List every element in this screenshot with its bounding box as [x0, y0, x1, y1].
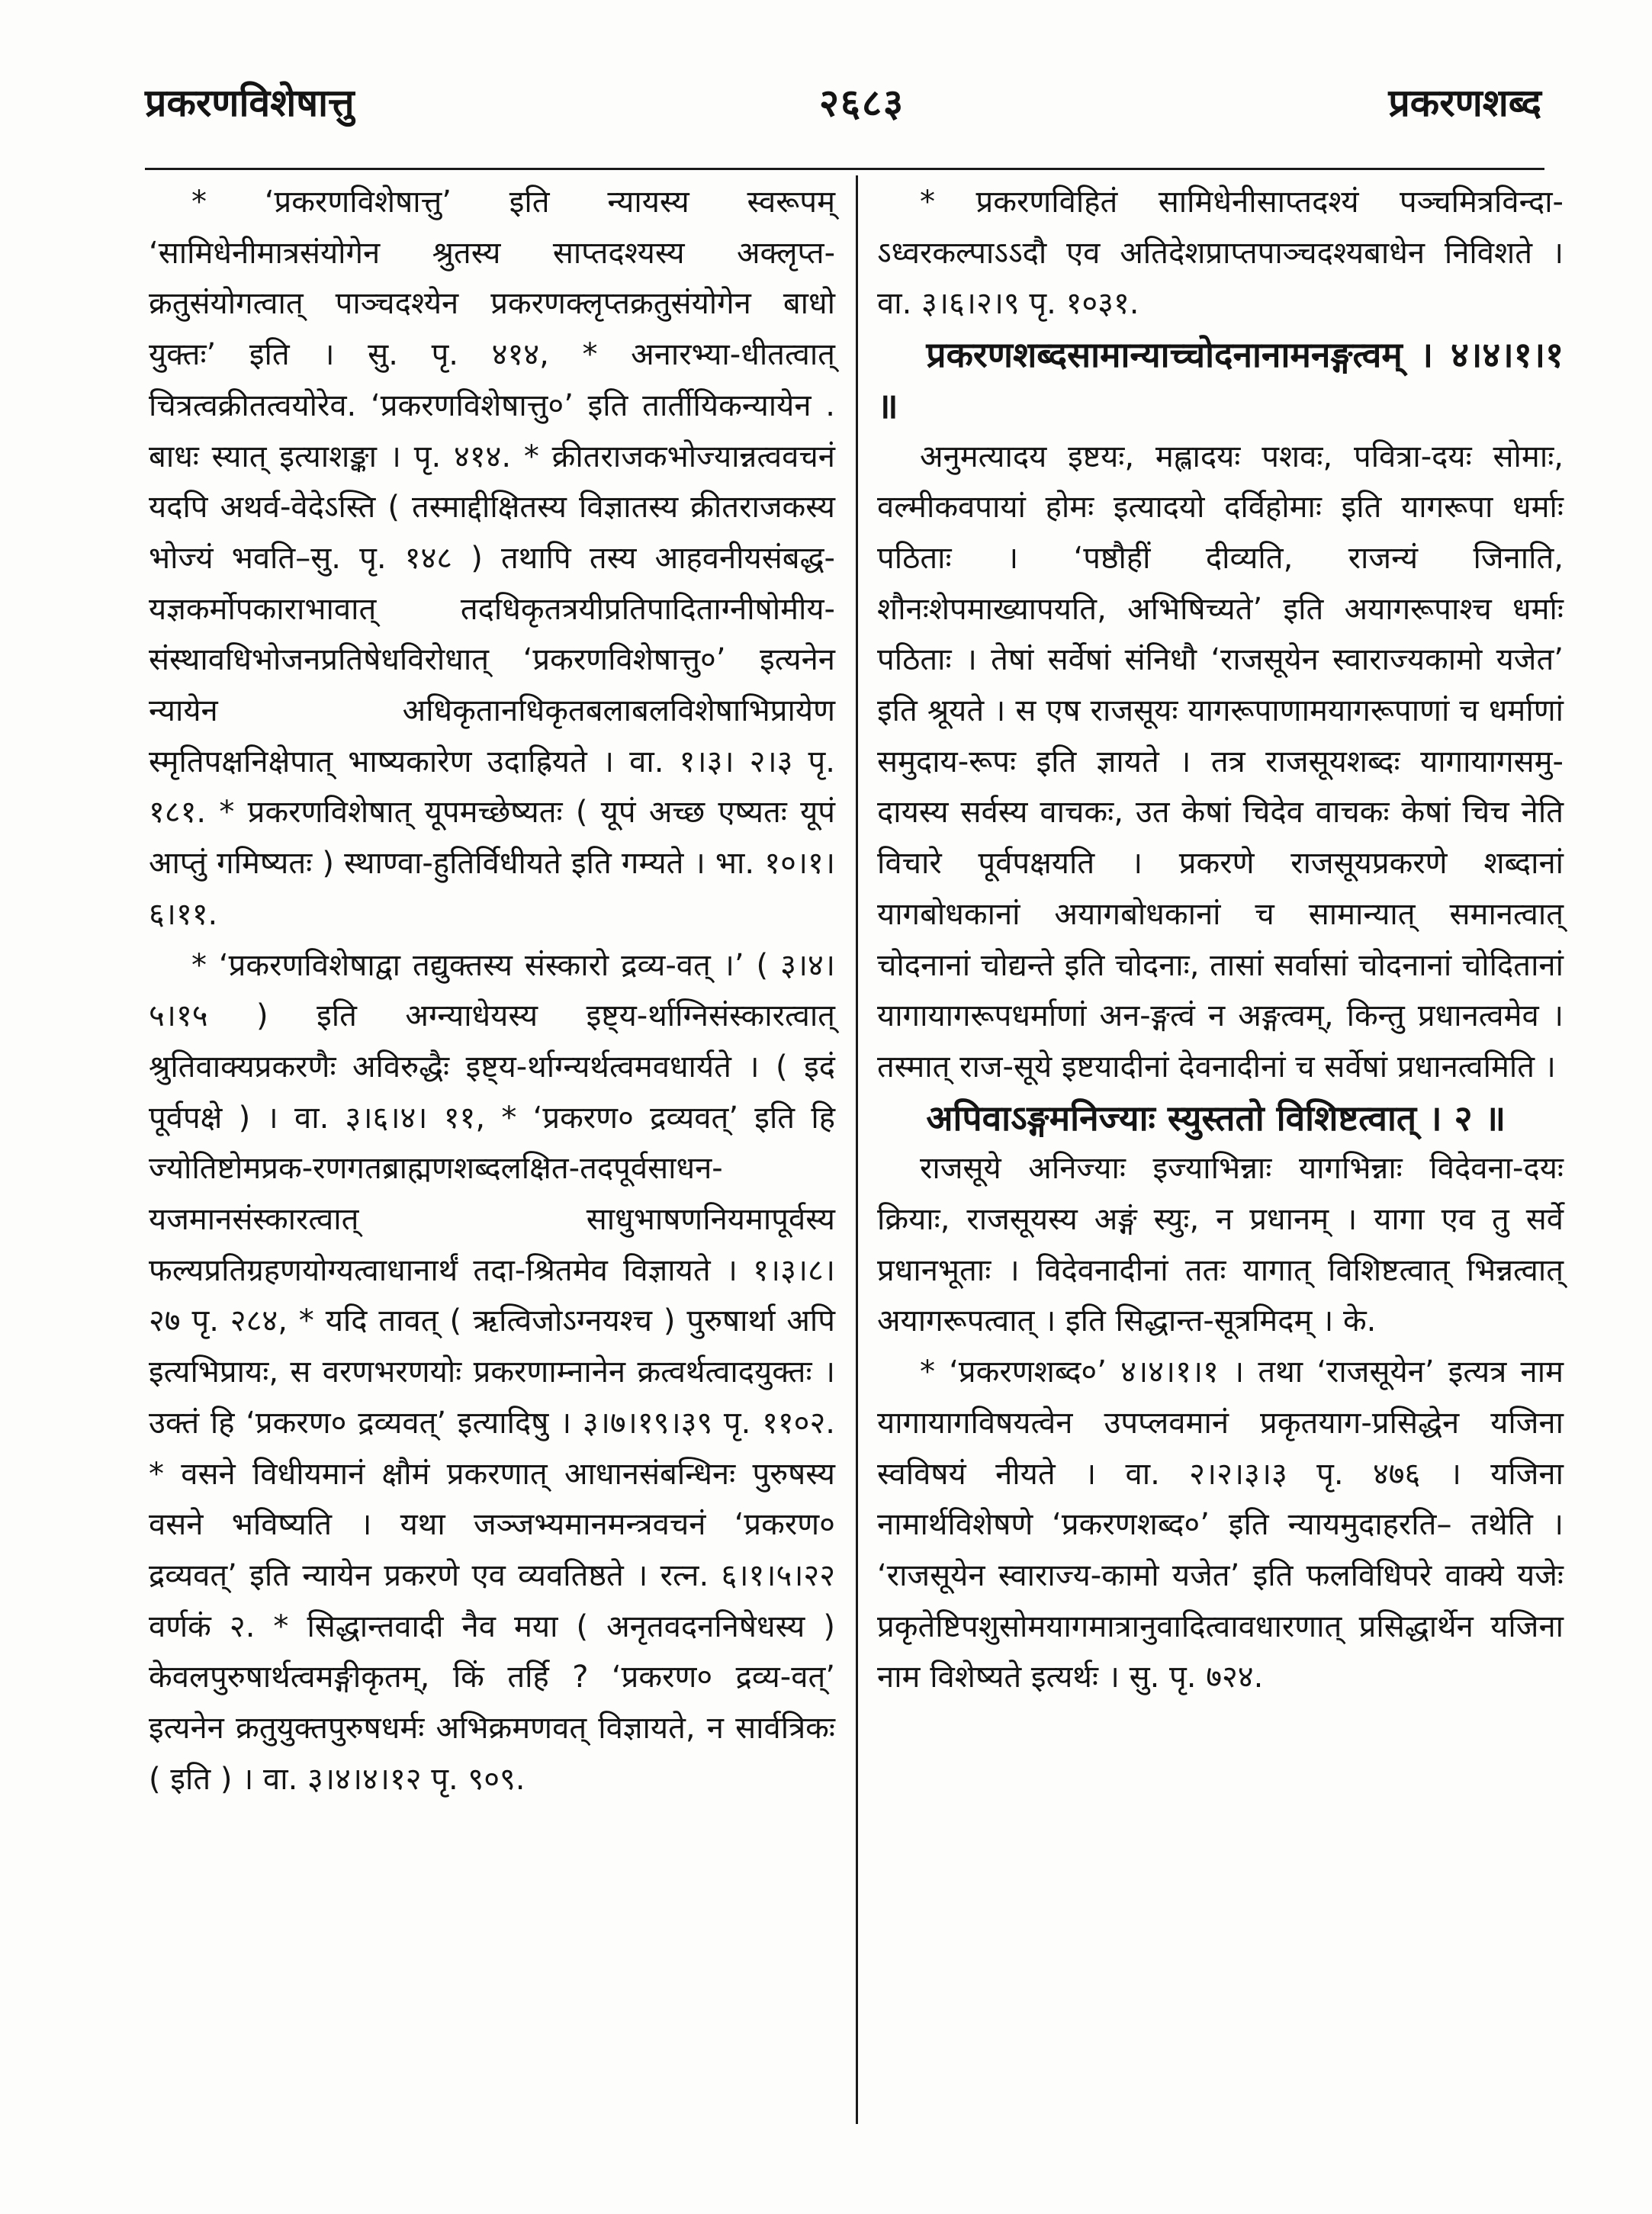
right-paragraph-1: * प्रकरणविहितं सामिधेनीसाप्तदश्यं पञ्चमित्रविन्दा-ऽध्वरकल्पाऽऽदौ एव अतिदेशप्राप्तपाञ्चदश्यबाधेन निविशते । वा. ३।६।२।९ पृ. १०३१. [877, 185, 1564, 322]
sutra-heading-2: अपिवाऽङ्गमनिज्याः स्युस्ततो विशिष्टत्वात् । २ ॥ [926, 1097, 1506, 1139]
running-header-right: प्रकरणशब्द [1388, 81, 1541, 125]
header-rule [145, 168, 1544, 170]
right-column [877, 177, 1564, 1703]
running-header-left: प्रकरणविशेषात्तु [145, 81, 355, 125]
left-column [149, 177, 835, 1805]
left-paragraph-1: * ‘प्रकरणविशेषात्तु’ इति न्यायस्य स्वरूपम् ‘सामिधेनीमात्रसंयोगेन श्रुतस्य साप्तदश्यस्य अक्लृप्त-क्रतुसंयोगत्वात् पाञ्चदश्येन प्रकरणक्लृप्तक्रतुसंयोगेन बाधो युक्तः’ इति । सु. पृ. ४१४, * अनारभ्या-धीतत्वात् चित्रत्वक्रीतत्वयोरेव. ‘प्रकरणविशेषात्तु०’ इति तार्तीयिकन्यायेन . बाधः स्यात् इत्याशङ्का । पृ. ४१४. * क्रीतराजकभोज्यान्नत्ववचनं यदपि अथर्व-वेदेऽस्ति ( तस्माद्दीक्षितस्य विज्ञातस्य क्रीतराजकस्य भोज्यं भवति–सु. पृ. १४८ ) तथापि तस्य आहवनीयसंबद्ध-यज्ञकर्मोपकाराभावात् तदधिकृतत्रयीप्रतिपादिताग्नीषोमीय-संस्थावधिभोजनप्रतिषेधविरोधात् ‘प्रकरणविशेषात्तु०’ इत्यनेन न्यायेन अधिकृतानधिकृतबलाबलविशेषाभिप्रायेण स्मृतिपक्षनिक्षेपात् भाष्यकारेण उदाह्रियते । वा. १।३। २।३ पृ. १८१. * प्रकरणविशेषात् यूपमच्छेष्यतः ( यूपं अच्छ एष्यतः यूपं आप्तुं गमिष्यतः ) स्थाण्वा-हुतिर्विधीयते इति गम्यते । भा. १०।१।६।११. [149, 185, 835, 932]
left-paragraph-2: * ‘प्रकरणविशेषाद्वा तद्युक्तस्य संस्कारो द्रव्य-वत् ।’ ( ३।४।५।१५ ) इति अग्न्याधेयस्य इष्ट्य-र्थाग्निसंस्कारत्वात् श्रुतिवाक्यप्रकरणैः अविरुद्धैः इष्ट्य-र्थाग्न्यर्थत्वमवधार्यते । ( इदं पूर्वपक्षे ) । वा. ३।६।४। ११, * ‘प्रकरण० द्रव्यवत्’ इति हि ज्योतिष्टोमप्रक-रणगतब्राह्मणशब्दलक्षित-तदपूर्वसाधन-यजमानसंस्कारत्वात् साधुभाषणनियमापूर्वस्य फल्यप्रतिग्रहणयोग्यत्वाधानार्थं तदा-श्रितमेव विज्ञायते । १।३।८।२७ पृ. २८४, * यदि तावत् ( ऋत्विजोऽग्नयश्च ) पुरुषार्था अपि इत्यभिप्रायः, स वरणभरणयोः प्रकरणाम्नानेन क्रत्वर्थत्वादयुक्तः । उक्तं हि ‘प्रकरण० द्रव्यवत्’ इत्यादिषु । ३।७।१९।३९ पृ. ११०२. * वसने विधीयमानं क्षौमं प्रकरणात् आधानसंबन्धिनः पुरुषस्य वसने भविष्यति । यथा जञ्जभ्यमानमन्त्रवचनं ‘प्रकरण० द्रव्यवत्’ इति न्यायेन प्रकरणे एव व्यवतिष्ठते । रत्न. ६।१।५।२२ वर्णकं २. * सिद्धान्तवादी नैव मया ( अनृतवदननिषेधस्य ) केवलपुरुषार्थत्वमङ्गीकृतम्, किं तर्हि ? ‘प्रकरण० द्रव्य-वत्’ इत्यनेन क्रतुयुक्तपुरुषधर्मः अभिक्रमणवत् विज्ञायते, न सार्वत्रिकः ( इति ) । वा. ३।४।४।१२ पृ. ९०९. [149, 947, 835, 1797]
sutra-heading-1: प्रकरणशब्दसामान्याच्चोदनानामनङ्गत्वम् । ४।४।१।१ ॥ [877, 334, 1564, 426]
page-number: २६८३ [819, 81, 905, 125]
right-paragraph-4: * ‘प्रकरणशब्द०’ ४।४।१।१ । तथा ‘राजसूयेन’ इत्यत्र नाम यागायागविषयत्वेन उपप्लवमानं प्रकृतयाग-प्रसिद्धेन यजिना स्वविषयं नीयते । वा. २।२।३।३ पृ. ४७६ । यजिना नामार्थविशेषणे ‘प्रकरणशब्द०’ इति न्यायमुदाहरति– तथेति । ‘राजसूयेन स्वाराज्य-कामो यजेत’ इति फलविधिपरे वाक्ये यजेः प्रकृतेष्टिपशुसोमयागमात्रानुवादित्वावधारणात् प्रसिद्धार्थेन यजिना नाम विशेष्यते इत्यर्थः । सु. पृ. ७२४. [877, 1354, 1564, 1695]
column-divider [856, 175, 858, 2124]
right-paragraph-3: राजसूये अनिज्याः इज्याभिन्नाः यागभिन्नाः विदेवना-दयः क्रियाः, राजसूयस्य अङ्गं स्युः, न प्रधानम् । यागा एव तु सर्वे प्रधानभूताः । विदेवनादीनां ततः यागात् विशिष्टत्वात् भिन्नत्वात् अयागरूपत्वात् । इति सिद्धान्त-सूत्रमिदम् । के. [877, 1151, 1564, 1339]
right-paragraph-2: अनुमत्यादय इष्टयः, मह्लादयः पशवः, पवित्रा-दयः सोमाः, वल्मीकवपायां होमः इत्यादयो दर्विहोमाः इति यागरूपा धर्माः पठिताः । ‘पष्ठौहीं दीव्यति, राजन्यं जिनाति, शौनःशेपमाख्यापयति, अभिषिच्यते’ इति अयागरूपाश्च धर्माः पठिताः । तेषां सर्वेषां संनिधौ ‘राजसूयेन स्वाराज्यकामो यजेत’ इति श्रूयते । स एष राजसूयः यागरूपाणामयागरूपाणां च धर्माणां समुदाय-रूपः इति ज्ञायते । तत्र राजसूयशब्दः यागायागसमु-दायस्य सर्वस्य वाचकः, उत केषां चिदेव वाचकः केषां चिच नेति विचारे पूर्वपक्षयति । प्रकरणे राजसूयप्रकरणे शब्दानां यागबोधकानां अयागबोधकानां च सामान्यात् समानत्वात् चोदनानां चोद्यन्ते इति चोदनाः, तासां सर्वासां चोदनानां चोदितानां यागायागरूपधर्माणां अन-ङ्गत्वं न अङ्गत्वम्, किन्तु प्रधानत्वमेव । तस्मात् राज-सूये इष्टयादीनां देवनादीनां च सर्वेषां प्रधानत्वमिति । [877, 439, 1564, 1085]
